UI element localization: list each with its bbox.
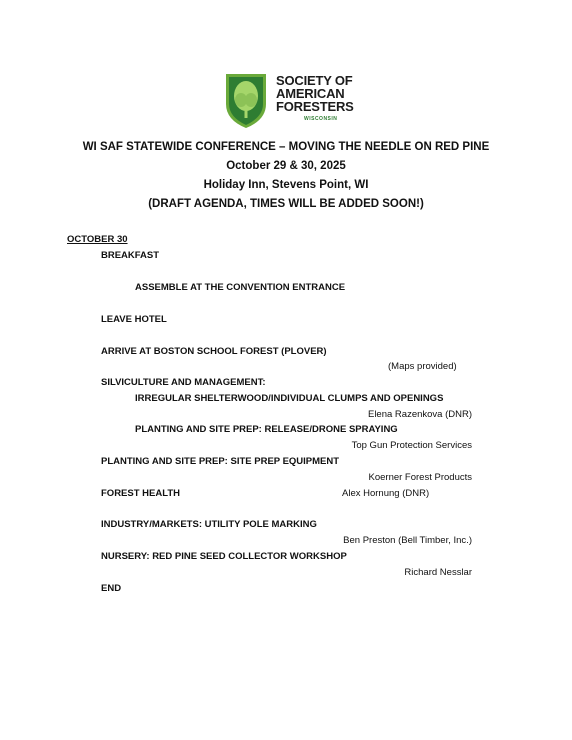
agenda-item-forest-health: FOREST HEALTH: [101, 488, 180, 499]
agenda-item-shelterwood: IRREGULAR SHELTERWOOD/INDIVIDUAL CLUMPS AND OPENINGS: [135, 393, 444, 404]
draft-note: (DRAFT AGENDA, TIMES WILL BE ADDED SOON!): [148, 198, 424, 210]
agenda-item-nursery: NURSERY: RED PINE SEED COLLECTOR WORKSHOP: [101, 551, 347, 562]
saf-logo: [222, 70, 352, 130]
agenda-item-silviculture: SILVICULTURE AND MANAGEMENT:: [101, 377, 266, 388]
agenda-note-maps: (Maps provided): [388, 361, 457, 372]
logo-line-1: SOCIETY OF: [276, 73, 353, 88]
agenda-day: OCTOBER 30: [67, 234, 128, 245]
logo-subtitle: WISCONSIN: [304, 116, 338, 122]
agenda-presenter-nesslar: Richard Nesslar: [404, 567, 472, 578]
agenda-presenter-koerner: Koerner Forest Products: [368, 472, 472, 483]
agenda-item-site-prep-equipment: PLANTING AND SITE PREP: SITE PREP EQUIPMENT: [101, 456, 340, 467]
conference-dates: October 29 & 30, 2025: [226, 160, 346, 172]
agenda-presenter-preston: Ben Preston (Bell Timber, Inc.): [343, 535, 472, 546]
agenda-item-assemble: ASSEMBLE AT THE CONVENTION ENTRANCE: [135, 282, 346, 293]
conference-venue: Holiday Inn, Stevens Point, WI: [203, 179, 369, 191]
agenda-presenter-top-gun: Top Gun Protection Services: [351, 440, 472, 451]
logo-line-3: FORESTERS: [276, 99, 354, 114]
agenda-item-utility-pole: INDUSTRY/MARKETS: UTILITY POLE MARKING: [101, 519, 317, 530]
logo-line-2: AMERICAN: [276, 86, 345, 101]
agenda-presenter-razenkova: Elena Razenkova (DNR): [367, 409, 472, 420]
tree-shield-icon: [222, 70, 270, 130]
agenda-item-breakfast: BREAKFAST: [101, 250, 160, 261]
agenda-item-drone-spraying: PLANTING AND SITE PREP: RELEASE/DRONE SPRAYING: [135, 424, 398, 435]
agenda-presenter-hornung: Alex Hornung (DNR): [342, 488, 430, 499]
agenda-item-arrive: ARRIVE AT BOSTON SCHOOL FOREST (PLOVER): [101, 346, 327, 357]
agenda-item-end: END: [101, 583, 122, 594]
conference-title: WI SAF STATEWIDE CONFERENCE – MOVING THE NEEDLE ON RED PINE: [82, 141, 490, 153]
agenda-item-leave-hotel: LEAVE HOTEL: [101, 314, 167, 325]
